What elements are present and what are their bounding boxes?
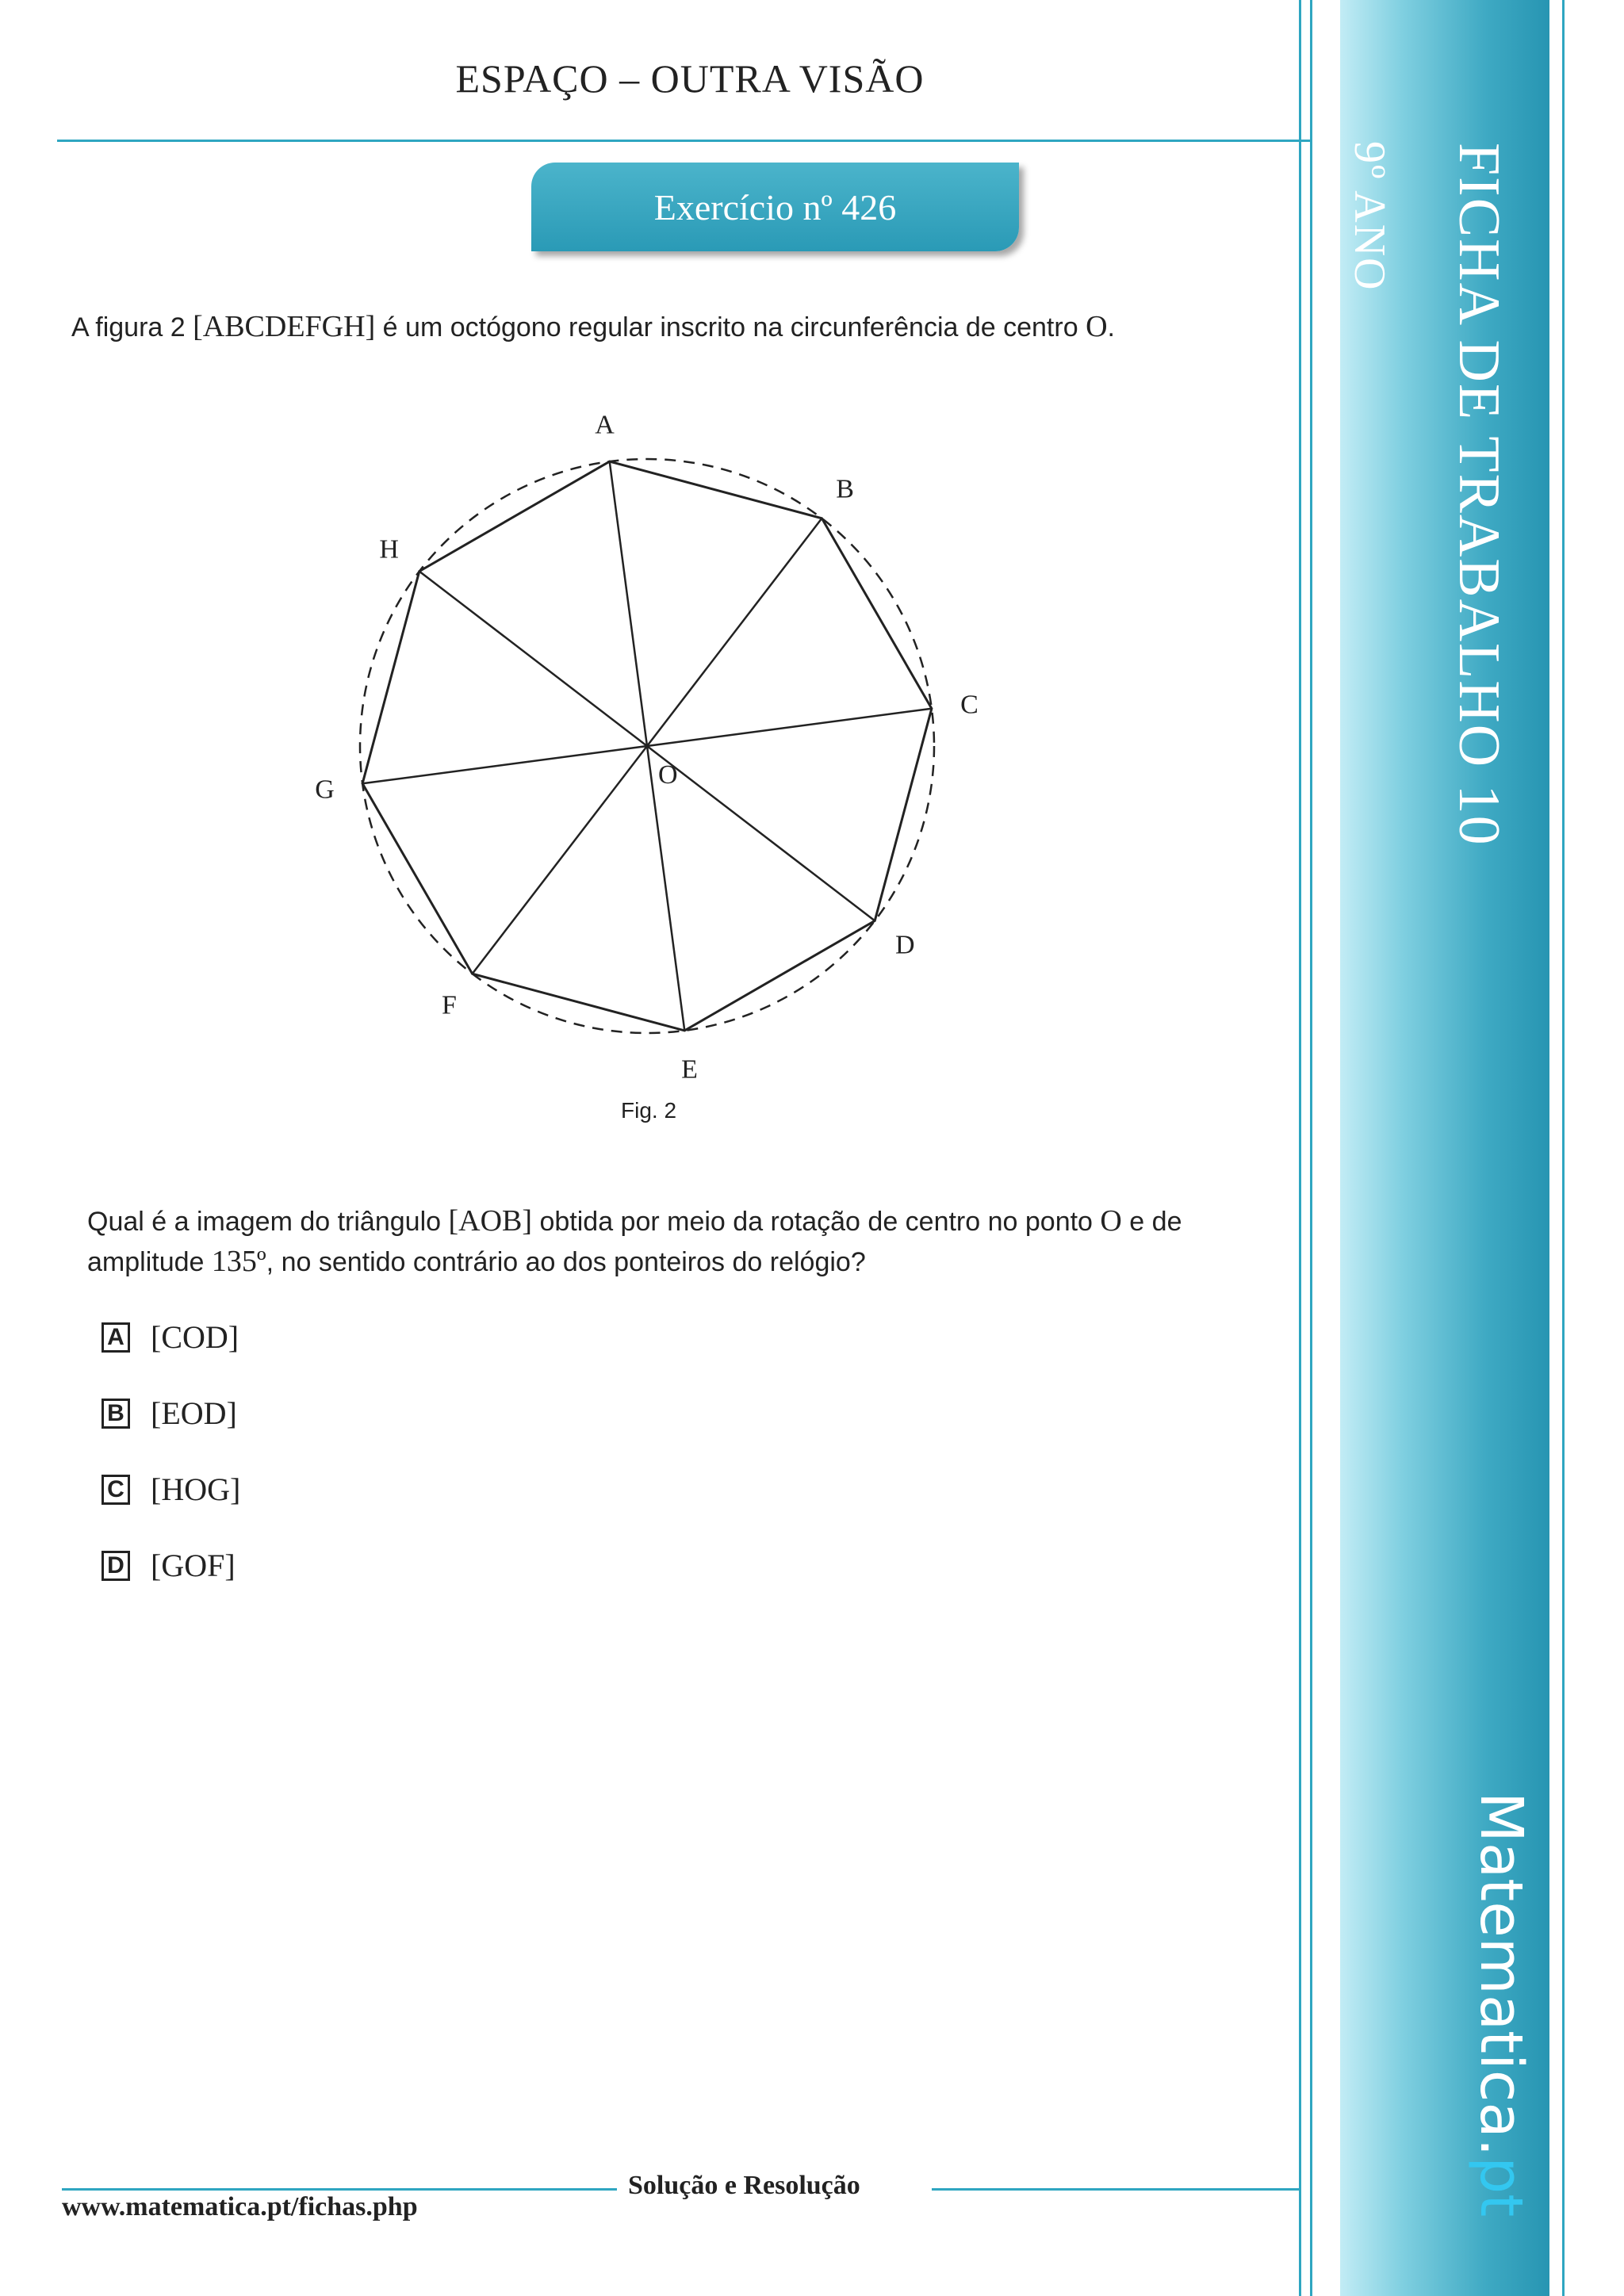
octagon-figure <box>301 412 1015 1094</box>
vertex-label-h: H <box>379 534 399 564</box>
side-rule-1 <box>1299 0 1301 2296</box>
intro-text-middle: é um octógono regular inscrito na circunferência de centro <box>375 312 1086 342</box>
octagon-label: [ABCDEFGH] <box>193 310 376 343</box>
option-d-letter: D <box>102 1551 130 1581</box>
option-c-letter: C <box>102 1475 130 1505</box>
vertex-label-c: C <box>960 690 979 720</box>
vertex-label-f: F <box>441 990 457 1020</box>
intro-text <box>71 309 1115 344</box>
question-part2: obtida por meio da rotação de centro no ponto <box>532 1207 1101 1237</box>
triangle-label: [AOB] <box>448 1204 533 1238</box>
side-rule-2 <box>1310 0 1312 2296</box>
spoke-b <box>647 519 822 746</box>
question-part3: e de amplitude <box>87 1207 1182 1277</box>
option-c-text: [HOG] <box>151 1471 241 1507</box>
option-c[interactable] <box>102 1471 240 1508</box>
spoke-d <box>647 746 875 920</box>
question-part4: , no sentido contrário ao dos ponteiros do relógio? <box>266 1247 866 1277</box>
option-b-text: [EOD] <box>151 1395 237 1431</box>
question-part1: Qual é a imagem do triângulo <box>87 1207 449 1237</box>
intro-text-before: A figura 2 <box>71 312 193 342</box>
center-label: O <box>1086 310 1108 343</box>
option-d-text: [GOF] <box>151 1548 236 1583</box>
footer-divider-left <box>62 2188 617 2191</box>
option-b-letter: B <box>102 1399 130 1429</box>
grade-label: 9º ANO <box>1345 141 1394 292</box>
angle-label: 135º <box>211 1245 266 1278</box>
footer-divider-right <box>932 2188 1300 2191</box>
option-d[interactable] <box>102 1547 236 1584</box>
spoke-a <box>610 461 647 746</box>
exercise-label: Exercício nº 426 <box>653 186 897 228</box>
vertex-label-a: A <box>595 412 615 440</box>
vertex-label-g: G <box>315 775 335 805</box>
exercise-label-box <box>531 163 1019 251</box>
site-link[interactable]: www.matematica.pt/fichas.php <box>62 2192 418 2221</box>
solution-link[interactable]: Solução e Resolução <box>628 2171 860 2200</box>
option-a[interactable] <box>102 1318 239 1356</box>
option-b[interactable] <box>102 1395 237 1432</box>
brand-logo <box>1467 1792 1535 2217</box>
center-o-label: O <box>658 760 678 790</box>
worksheet-title: FICHA DE TRABALHO 10 <box>1446 143 1511 847</box>
spoke-g <box>362 746 647 783</box>
option-a-text: [COD] <box>151 1319 239 1355</box>
figure-caption: Fig. 2 <box>621 1098 677 1123</box>
vertex-label-d: D <box>895 930 915 960</box>
vertex-label-e: E <box>681 1054 698 1085</box>
option-a-letter: A <box>102 1322 130 1353</box>
page-title: ESPAÇO – OUTRA VISÃO <box>455 56 925 101</box>
header-divider <box>57 140 1310 142</box>
brand-pt: pt <box>1467 2156 1535 2218</box>
point-label: O <box>1100 1204 1122 1238</box>
vertex-label-b: B <box>836 474 854 504</box>
side-rule-3 <box>1562 0 1565 2296</box>
octagon-spokes <box>362 461 932 1031</box>
question-text <box>87 1201 1261 1282</box>
intro-text-after: . <box>1107 312 1115 342</box>
spoke-c <box>647 709 932 746</box>
brand-main: Matematica. <box>1467 1792 1535 2157</box>
spoke-h <box>419 572 647 746</box>
spoke-f <box>473 746 647 974</box>
